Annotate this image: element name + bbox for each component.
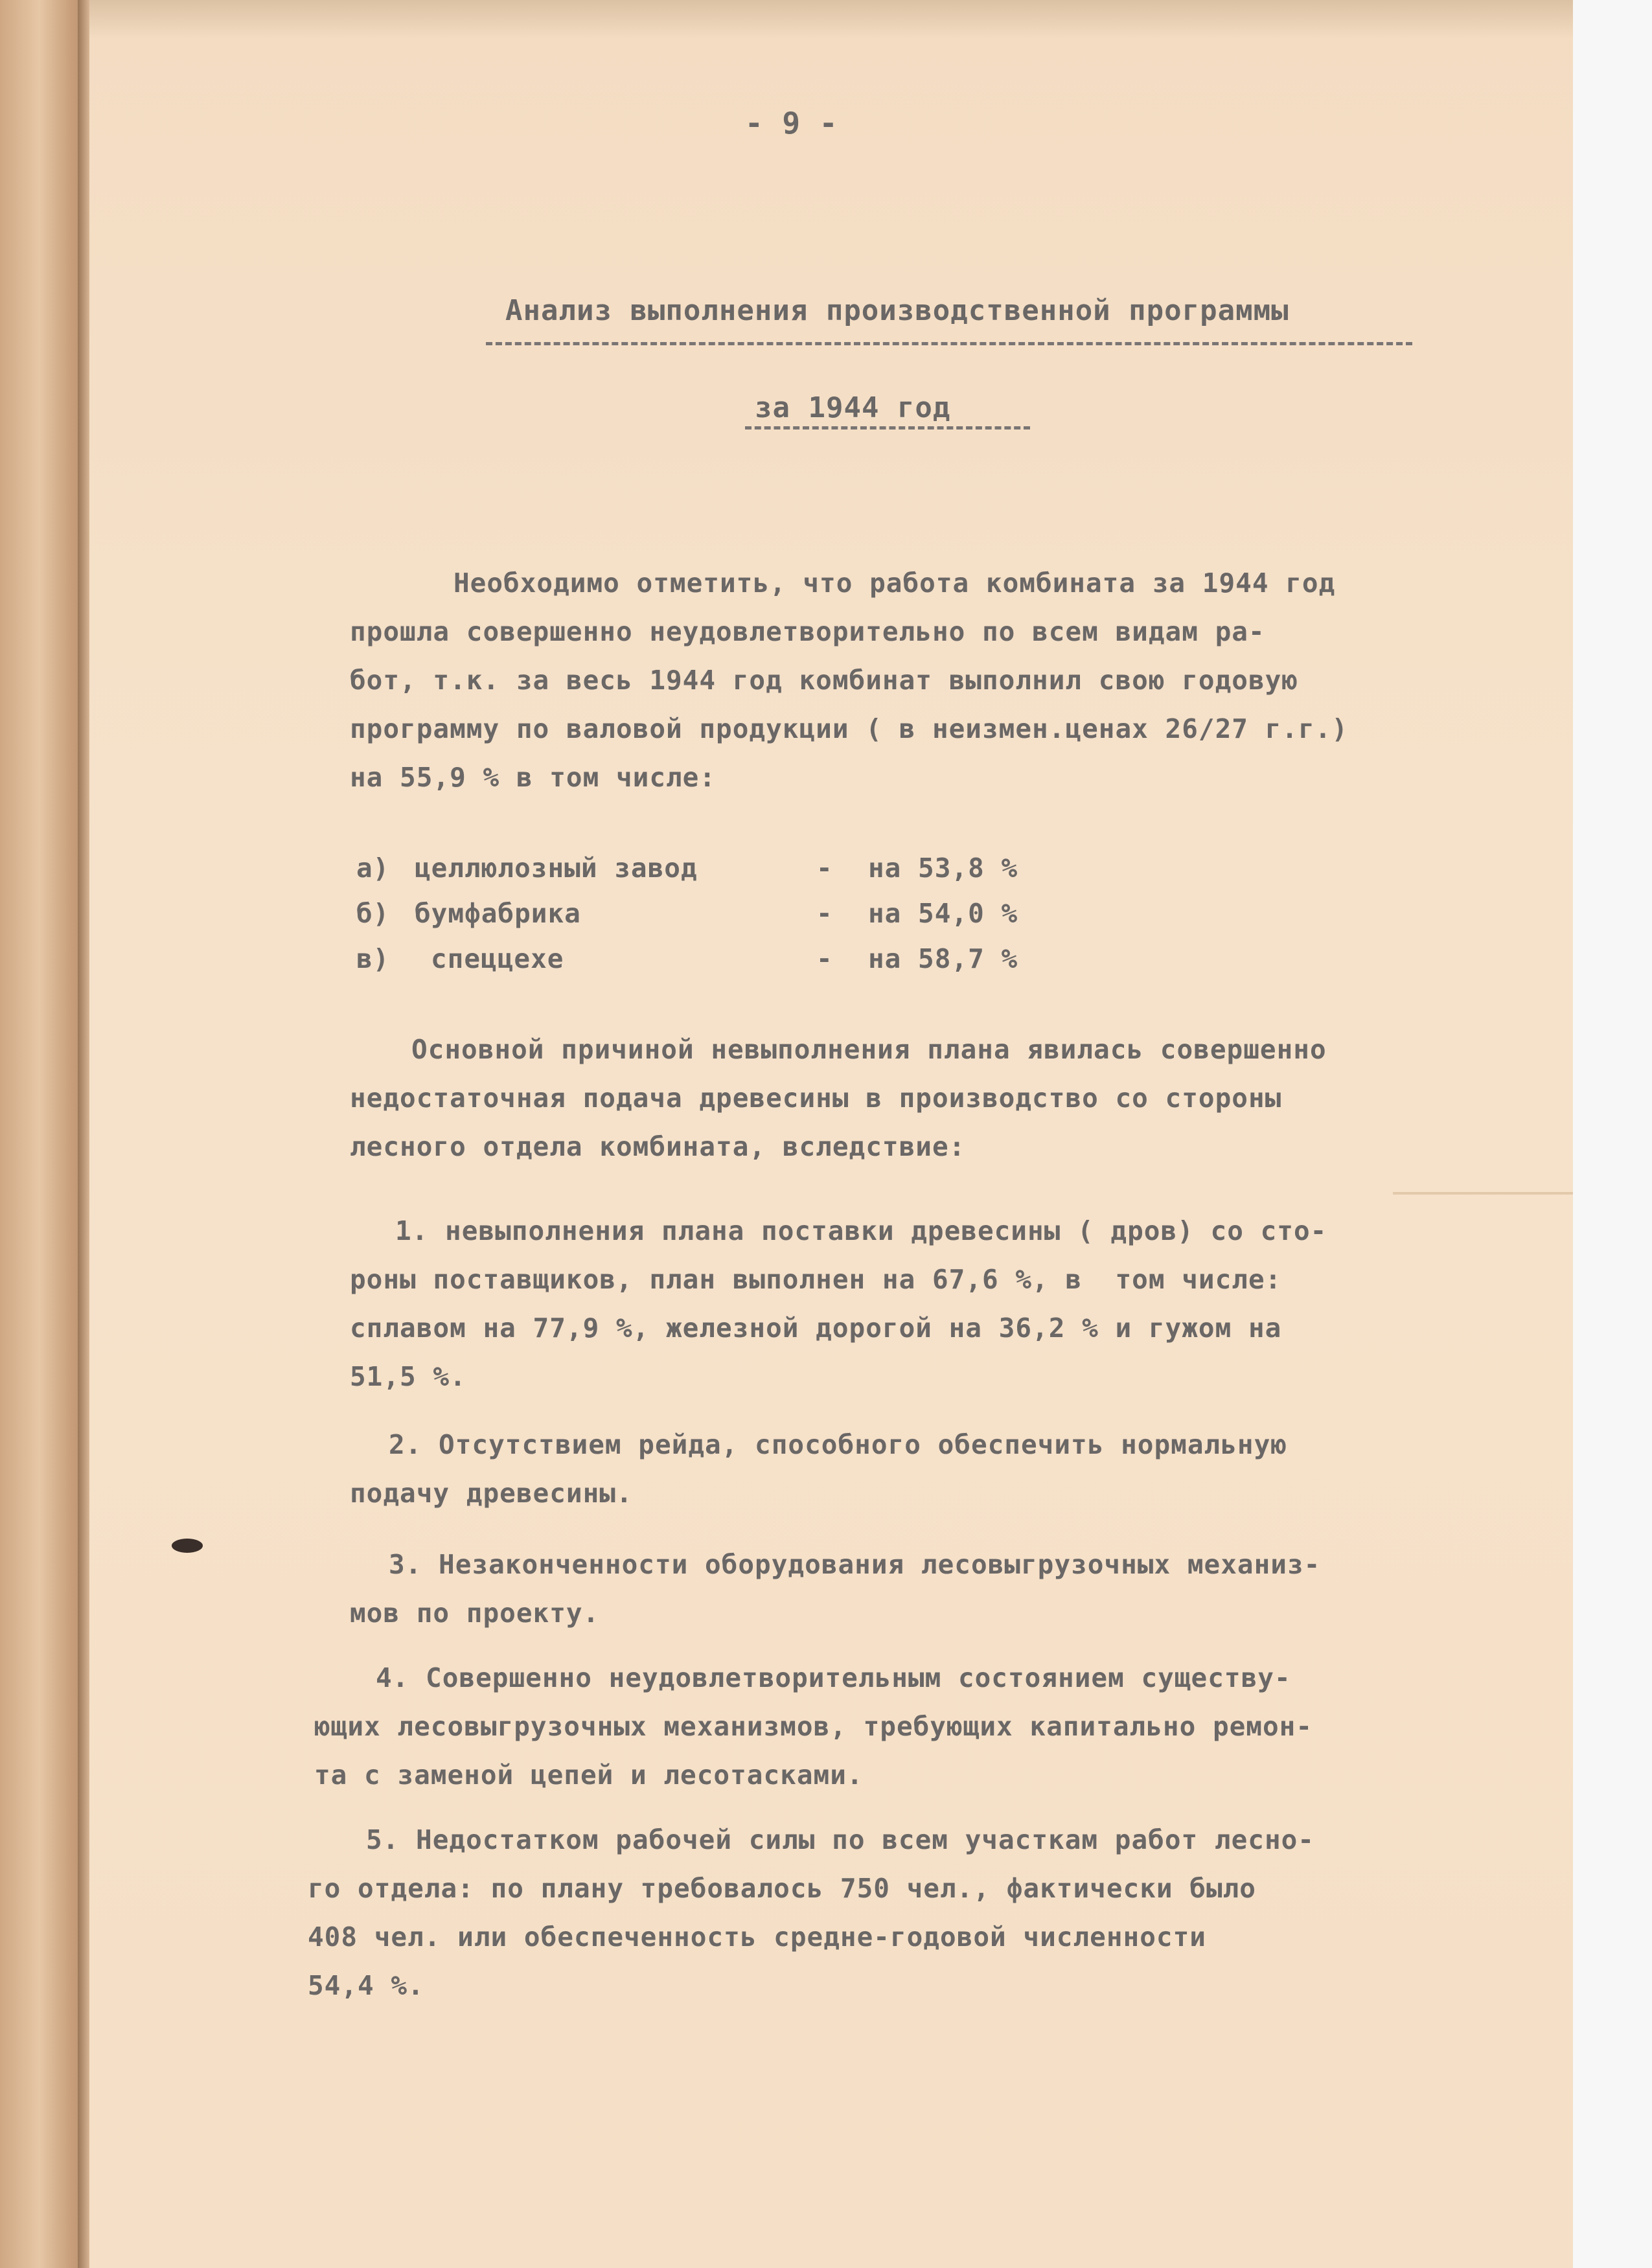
breakdown-value: на 58,7 %	[868, 943, 1018, 974]
reason-line: мов по проекту.	[350, 1598, 600, 1629]
subtitle-underline	[745, 426, 1030, 430]
breakdown-marker: в)	[356, 943, 390, 974]
page-top-edge	[89, 0, 1573, 39]
reason-line: го отдела: по плану требовалось 750 чел., фактически было	[308, 1873, 1256, 1904]
reason-line: роны поставщиков, план выполнен на 67,6 %, в том числе:	[350, 1264, 1282, 1295]
book-binding	[0, 0, 87, 2268]
reason-line: подачу древесины.	[350, 1478, 633, 1509]
breakdown-name: бумфабрика	[415, 898, 581, 929]
reason-line: 408 чел. или обеспеченность средне-годовой численности	[308, 1921, 1206, 1953]
reason-line: 51,5 %.	[350, 1361, 466, 1392]
breakdown-dash: -	[816, 943, 833, 974]
breakdown-name: спеццехе	[431, 943, 564, 974]
breakdown-value: на 53,8 %	[868, 853, 1018, 884]
cause-line: лесного отдела комбината, вследствие:	[350, 1131, 966, 1162]
intro-line: на 55,9 % в том числе:	[350, 762, 717, 793]
cause-line: Основной причиной невыполнения плана явилась совершенно	[411, 1034, 1327, 1065]
ink-blot	[172, 1539, 203, 1553]
intro-line: прошла совершенно неудовлетворительно по всем видам ра-	[350, 616, 1265, 647]
reason-line: 54,4 %.	[308, 1970, 424, 2001]
intro-line: бот, т.к. за весь 1944 год комбинат выполнил свою годовую	[350, 665, 1298, 696]
document-title: Анализ выполнения производственной программы	[505, 294, 1289, 327]
breakdown-name: целлюлозный завод	[415, 853, 698, 884]
cause-line: недостаточная подача древесины в производство со стороны	[350, 1082, 1282, 1114]
reason-line: 2. Отсутствием рейда, способного обеспечить нормальную	[389, 1429, 1287, 1460]
intro-line: программу по валовой продукции ( в неизмен.ценах 26/27 г.г.)	[350, 713, 1349, 744]
intro-line: Необходимо отметить, что работа комбината за 1944 год	[453, 567, 1336, 599]
breakdown-dash: -	[816, 898, 833, 929]
breakdown-marker: а)	[356, 853, 390, 884]
reason-line: та с заменой цепей и лесотасками.	[314, 1759, 864, 1791]
page-number: - 9 -	[745, 106, 838, 141]
document-subtitle: за 1944 год	[755, 391, 951, 424]
reason-line: 5. Недостатком рабочей силы по всем участкам работ лесно-	[366, 1824, 1314, 1855]
reason-line: 1. невыполнения плана поставки древесины ( дров) со сто-	[395, 1215, 1327, 1246]
breakdown-marker: б)	[356, 898, 390, 929]
breakdown-dash: -	[816, 853, 833, 884]
page-fold	[1393, 1192, 1574, 1195]
reason-line: 3. Незаконченности оборудования лесовыгрузочных механиз-	[389, 1549, 1321, 1580]
reason-line: 4. Совершенно неудовлетворительным состоянием существу-	[376, 1662, 1291, 1693]
breakdown-value: на 54,0 %	[868, 898, 1018, 929]
reason-line: ющих лесовыгрузочных механизмов, требующих капитально ремон-	[314, 1711, 1313, 1742]
binding-edge	[78, 0, 89, 2268]
scan-margin	[1573, 0, 1652, 2268]
title-underline	[486, 342, 1412, 345]
reason-line: сплавом на 77,9 %, железной дорогой на 36,2 % и гужом на	[350, 1312, 1282, 1344]
